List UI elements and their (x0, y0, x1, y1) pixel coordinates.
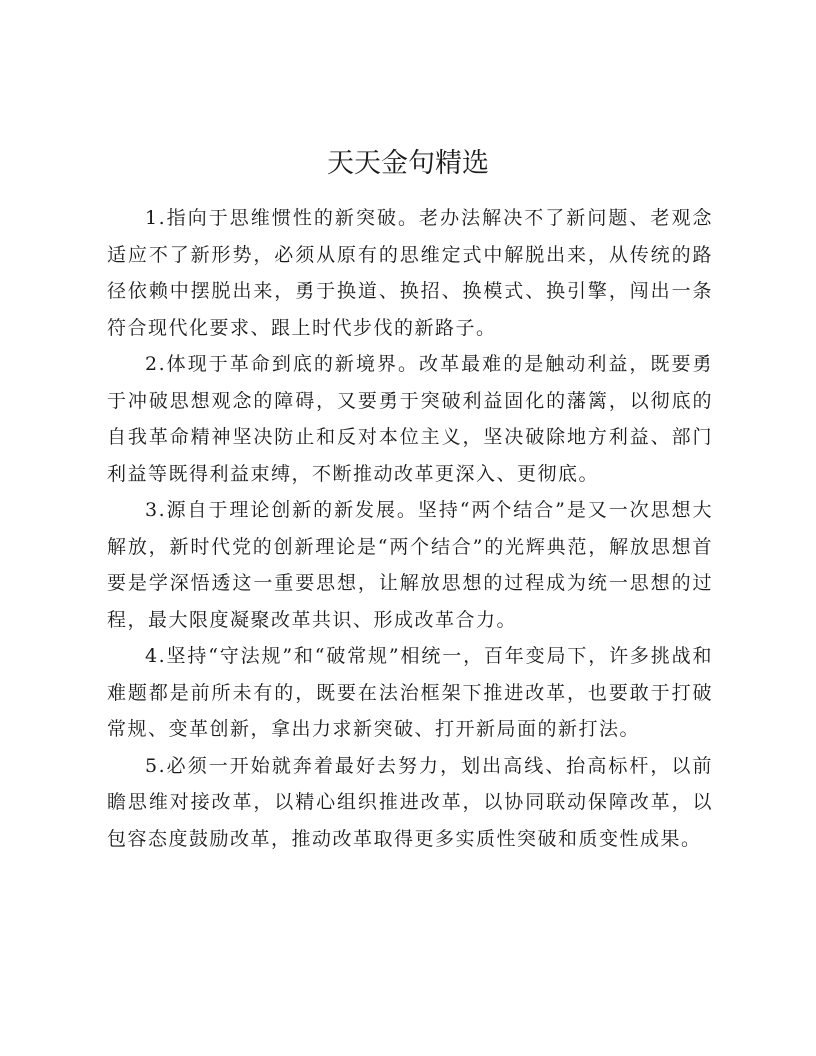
paragraph-3: 3.源自于理论创新的新发展。坚持“两个结合”是又一次思想大解放，新时代党的创新理论是“两个结合”的光辉典范，解放思想首要是学深悟透这一重要思想，让解放思想的过程成为统一思想的过程，最大限度凝聚改革共识、形成改革合力。 (107, 499, 713, 631)
document-title: 天天金句精选 (327, 148, 489, 179)
document-body (107, 200, 713, 857)
paragraph-5: 5.必须一开始就奔着最好去努力，划出高线、抬高标杆，以前瞻思维对接改革，以精心组织推进改革，以协同联动保障改革，以包容态度鼓励改革，推动改革取得更多实质性突破和质变性成果。 (107, 754, 713, 850)
paragraph-4: 4.坚持“守法规”和“破常规”相统一，百年变局下，许多挑战和难题都是前所未有的，既要在法治框架下推进改革，也要敢于打破常规、变革创新，拿出力求新突破、打开新局面的新打法。 (107, 645, 713, 740)
paragraph-2: 2.体现于革命到底的新境界。改革最难的是触动利益，既要勇于冲破思想观念的障碍，又要勇于突破利益固化的藩篱，以彻底的自我革命精神坚决防止和反对本位主义，坚决破除地方利益、部门利益等既得利益束缚，不断推动改革更深入、更彻底。 (107, 353, 713, 485)
paragraph-1: 1.指向于思维惯性的新突破。老办法解决不了新问题、老观念适应不了新形势，必须从原有的思维定式中解脱出来，从传统的路径依赖中摆脱出来，勇于换道、换招、换模式、换引擎，闯出一条符合现代化要求、跟上时代步伐的新路子。 (107, 207, 713, 339)
